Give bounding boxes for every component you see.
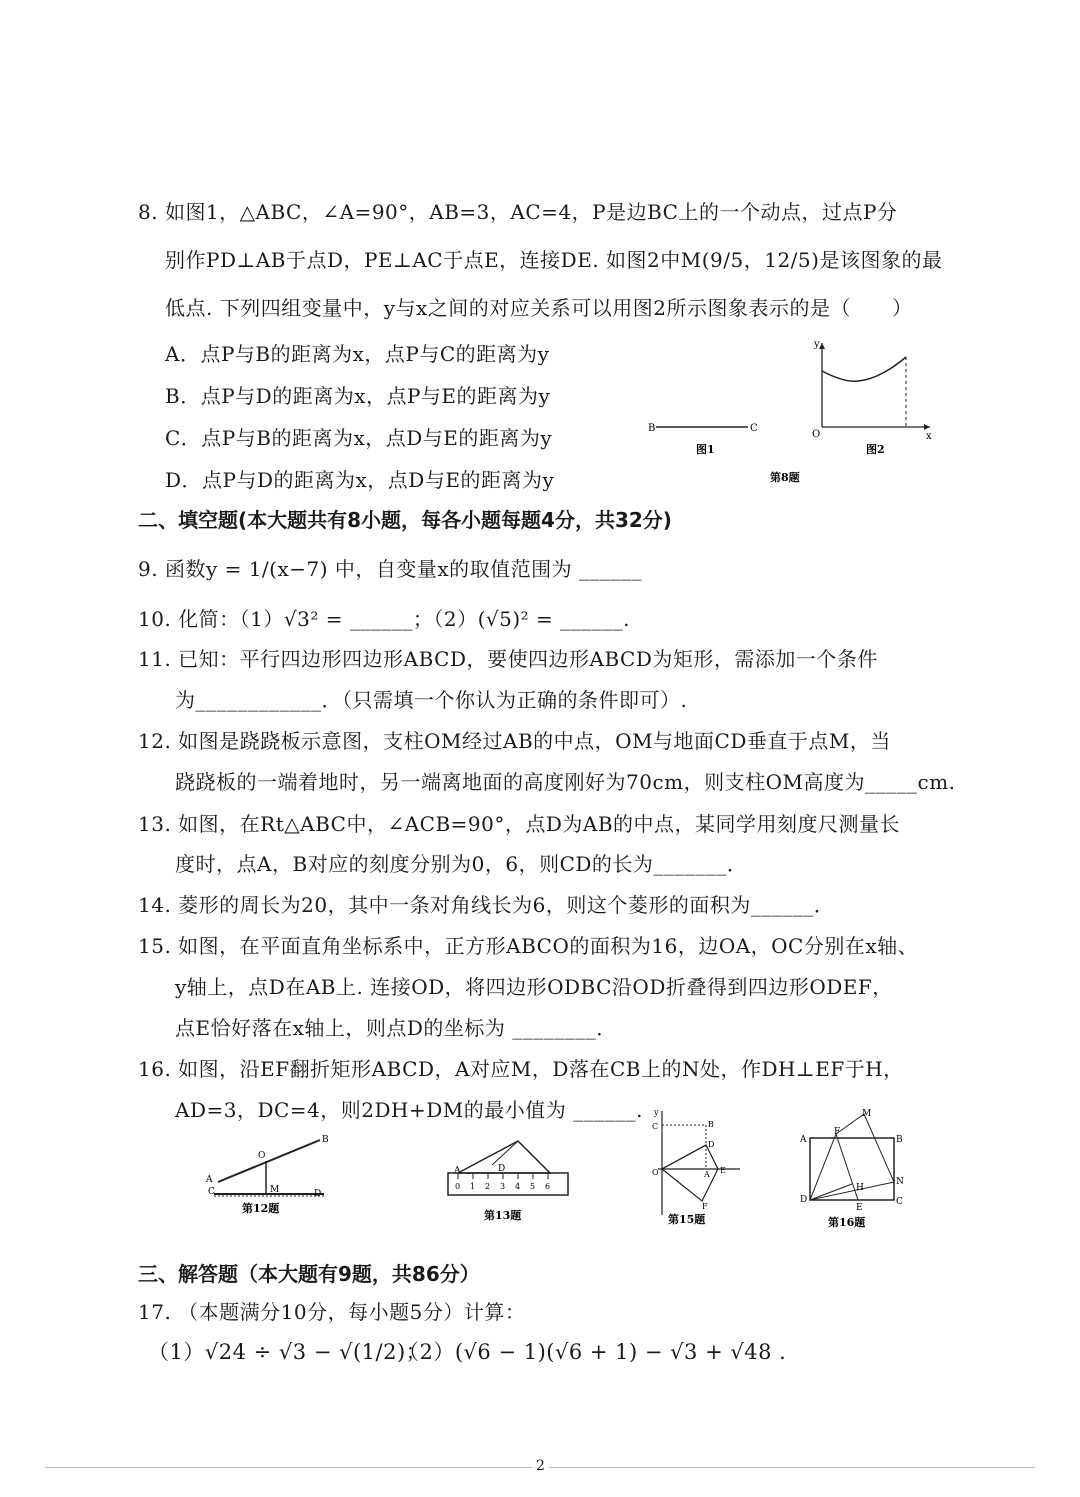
svg-text:F: F — [702, 1202, 708, 1211]
svg-text:E: E — [856, 1203, 863, 1213]
ruler-tick-label: 2 — [485, 1182, 491, 1191]
svg-text:O: O — [652, 1168, 659, 1177]
svg-text:D: D — [800, 1195, 808, 1205]
svg-text:B: B — [708, 1120, 714, 1129]
ruler-tick-label: 1 — [470, 1182, 476, 1191]
figure-16 — [798, 1108, 908, 1233]
svg-text:M: M — [862, 1109, 872, 1119]
svg-text:B: B — [896, 1135, 903, 1145]
q12-line1: 12. 如图是跷跷板示意图，支柱OM经过AB的中点，OM与地面CD垂直于点M，当 — [138, 729, 891, 753]
svg-text:D: D — [314, 1189, 322, 1199]
q8-line3: 低点. 下列四组变量中，y与x之间的对应关系可以用图2所示图象表示的是（ ） — [165, 296, 913, 320]
point-b-label: B — [648, 423, 656, 434]
q13-line2: 度时，点A，B对应的刻度分别为0，6，则CD的长为_______． — [175, 852, 748, 876]
origin-label: O — [812, 429, 821, 440]
svg-text:B: B — [322, 1135, 329, 1145]
q11-line1: 11. 已知：平行四边形四边形ABCD，要使四边形ABCD为矩形，需添加一个条件 — [138, 647, 878, 671]
figure-12 — [200, 1130, 350, 1220]
q15-line2: y轴上，点D在AB上. 连接OD，将四边形ODBC沿OD折叠得到四边形ODEF， — [175, 975, 893, 999]
svg-text:C: C — [652, 1122, 659, 1131]
q8-line2: 别作PD⊥AB于点D，PE⊥AC于点E，连接DE. 如图2中M(9/5，12/5)是该图象的最 — [165, 248, 943, 272]
q12-line2: 跷跷板的一端着地时，另一端离地面的高度刚好为70cm，则支柱OM高度为_____cm. — [175, 770, 956, 794]
q9: 9. 函数y = 1/(x−7) 中，自变量x的取值范围为 ______ — [138, 557, 643, 581]
figure-15 — [648, 1105, 748, 1225]
svg-text:M: M — [270, 1185, 280, 1195]
axis-y-label: y — [814, 339, 820, 350]
svg-text:D: D — [498, 1164, 506, 1174]
svg-text:C: C — [896, 1197, 903, 1207]
fig1-label: 图1 — [696, 443, 715, 456]
q8-caption: 第8题 — [770, 471, 800, 484]
q10: 10. 化简：（1）√3² = ______；（2）(√5)² = ______. — [138, 607, 630, 631]
svg-text:O: O — [258, 1151, 266, 1161]
q8-option-c: C．点P与B的距离为x，点D与E的距离为y — [165, 426, 553, 450]
svg-text:A: A — [704, 1170, 710, 1179]
ruler-tick-label: 0 — [455, 1182, 461, 1191]
svg-text:F: F — [834, 1127, 841, 1137]
q14: 14. 菱形的周长为20，其中一条对角线长为6，则这个菱形的面积为______． — [138, 893, 835, 917]
svg-text:A: A — [454, 1166, 461, 1176]
svg-text:y: y — [654, 1108, 659, 1117]
q16-line2: AD=3，DC=4，则2DH+DM的最小值为 ______. — [175, 1098, 643, 1122]
ruler-tick-label: 5 — [530, 1182, 536, 1191]
axis-x-label: x — [926, 431, 932, 442]
q17-part1: （1）√24 ÷ √3 − √(1/2)； — [148, 1340, 428, 1364]
cap13: 第13题 — [484, 1209, 522, 1222]
fig2-label: 图2 — [866, 443, 885, 456]
cap12: 第12题 — [242, 1202, 280, 1215]
q17-part2: （2）(√6 − 1)(√6 + 1) − √3 + √48 . — [398, 1340, 787, 1364]
ruler-tick-label: 3 — [500, 1182, 506, 1191]
q15-line1: 15. 如图，在平面直角坐标系中，正方形ABCO的面积为16，边OA，OC分别在x轴、 — [138, 934, 919, 958]
section-3-heading: 三、解答题（本大题有9题，共86分） — [138, 1262, 480, 1286]
q8-line1: 8. 如图1，△ABC，∠A=90°，AB=3，AC=4，P是边BC上的一个动点，过点P分 — [138, 200, 898, 224]
svg-text:A: A — [206, 1175, 213, 1185]
cap16: 第16题 — [828, 1216, 866, 1229]
ruler-tick-label: 6 — [545, 1182, 551, 1191]
svg-text:H: H — [856, 1183, 864, 1193]
ruler-tick-label: 4 — [515, 1182, 521, 1191]
q8-option-a: A．点P与B的距离为x，点P与C的距离为y — [165, 342, 550, 366]
q8-option-d: D．点P与D的距离为x，点D与E的距离为y — [165, 468, 555, 492]
q8-option-b: B．点P与D的距离为x，点P与E的距离为y — [165, 384, 551, 408]
svg-text:C: C — [208, 1187, 215, 1197]
q17-intro: 17. （本题满分10分，每小题5分）计算： — [138, 1300, 526, 1324]
q11-line2: 为____________．（只需填一个你认为正确的条件即可）. — [175, 688, 688, 712]
page-number: 2 — [532, 1458, 549, 1474]
q15-line3: 点E恰好落在x轴上，则点D的坐标为 ________． — [175, 1016, 617, 1040]
cap15: 第15题 — [668, 1213, 706, 1225]
q16-line1: 16. 如图，沿EF翻折矩形ABCD，A对应M，D落在CB上的N处，作DH⊥EF于H， — [138, 1057, 904, 1081]
q8-figure — [640, 335, 940, 485]
svg-text:E: E — [720, 1166, 726, 1175]
section-2-heading: 二、填空题(本大题共有8小题，每各小题每题4分，共32分) — [138, 508, 672, 532]
svg-text:A: A — [800, 1135, 807, 1145]
q13-line1: 13. 如图，在Rt△ABC中，∠ACB=90°，点D为AB的中点，某同学用刻度尺测量长 — [138, 812, 901, 836]
point-c-label: C — [750, 423, 758, 434]
figure-13 — [440, 1135, 580, 1225]
svg-text:N: N — [896, 1177, 904, 1187]
svg-text:D: D — [708, 1140, 715, 1149]
